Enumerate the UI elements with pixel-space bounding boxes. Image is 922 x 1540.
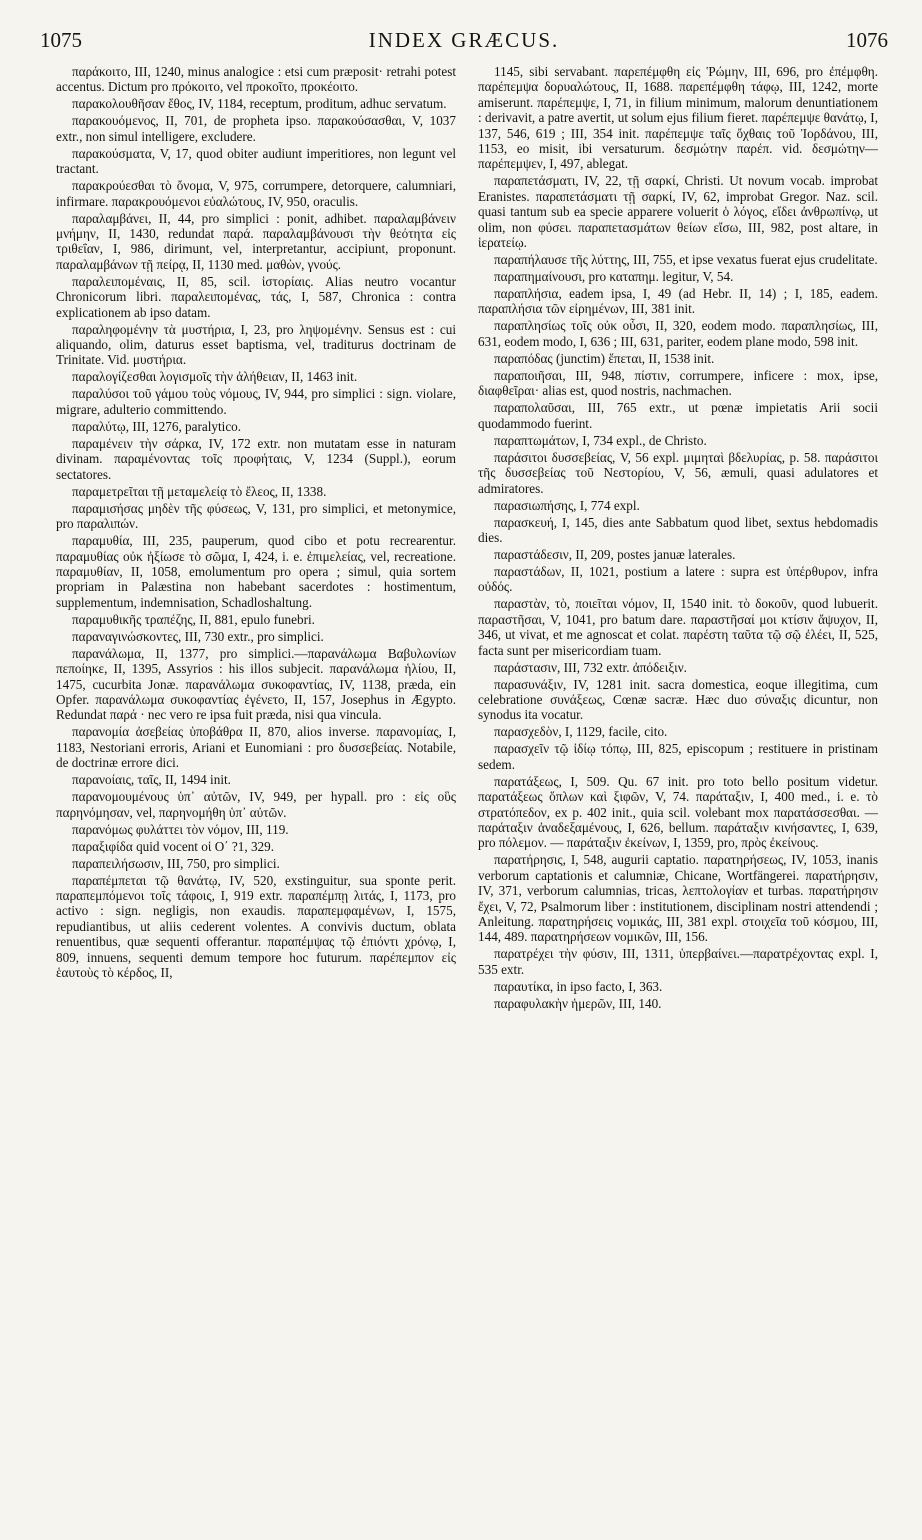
index-entry: παραμυθικῆς τραπέζης, II, 881, epulo funebri. [72,611,315,627]
index-entry: 1145, sibi servabant. παρεπέμφθη εἰς Ῥώμην, III, 696, pro ἐπέμφθη. παρέπεμψα δορυαλώτους, II, 1688. παρεπέμφθη τάφῳ, III, 1242, morte amiserunt. παρέπεμψε, I, 71, in filium minimum, malorum denuntiationem : derivavit, a patre avertit, ut solum ejus filium fieret. παρέπεμψε θανάτῳ, I, 137, 546, 619 ; III, 354 init. παρέπεμψε ταῖς ὄχθαις τοῦ Ἰορδάνου, III, 1153, eo misit, ibi versaturum. δεσμώτην παρέπ. vid. δεσμώτην—παρέπεμψεν, I, 497, ablegat. [478,64,878,172]
index-entry: παρασχεῖν τῷ ἰδίῳ τόπῳ, III, 825, episcopum ; restituere in pristinam sedem. [478,741,878,772]
index-entry: παραλύτῳ, III, 1276, paralytico. [72,418,242,434]
index-entry: παρανάλωμα, II, 1377, pro simplici.—παρανάλωμα Βαβυλωνίων πεποίηκε, II, 1395, Assyrios : his illos subjecit. παρανάλωμα ἡλίου, II, 1475, cucurbita Jonæ. παρανάλωμα συκοφαντίας, IV, 1138, præda, ein Opfer. παρανάλωμα συκοφαντίας ἐγένετο, II, 157, Josephus in Ægypto. Redundat παρά · nec vero re ipsa fuit præda, nisi qua vincula. [56,645,456,723]
index-entry: παρατήρησις, I, 548, augurii captatio. παρατηρήσεως, IV, 1053, inanis verborum captationis et calumniæ, Chicane, Wortfängerei. παρατήρησιν, IV, 371, verborum calumnias, tricas, λεπτολογίαν et turbas. παρατήρησιν ἔχει, V, 72, Psalmorum liber : institutionem, disciplinam nostri attendendi ; Anleitung. παρατηρήσεις νομικάς, III, 381 expl. στοιχεῖα τοῦ κόσμου, III, 144, 489. παρατηρήσεων νομικῶν, III, 156. [478,852,878,945]
index-entry: παραμυθία, III, 235, pauperum, quod cibo et potu recrearentur. παραμυθίας οὐκ ἠξίωσε τὸ σῶμα, I, 424, i. e. ἐπιμελείας, vel, recreatione. παραμυθίαν, II, 1058, emolumentum pro opera ; simul, quia sortem propriam in Palæstina non habebant sacerdotes : hostimentum, supplementum, indemnisation, Schadloshaltung. [56,533,456,610]
index-entry: παραξιφίδα quid vocent οἱ Ο΄ ?1, 329. [72,838,275,854]
index-entry: παρανομουμένους ὑπ᾽ αὐτῶν, IV, 949, per hypall. pro : εἰς οὓς παρηνόμησαν, vel, παρηνομήθη ὑπ᾽ αὐτῶν. [56,789,456,820]
index-entry: παραλειπομέναις, II, 85, scil. ἱστορίαις. Alias neutro vocantur Chronicorum libri. παραλειπομένας, τάς, I, 587, Chronica : contra explicationem ab ipso datam. [56,273,456,320]
index-entry: παρασχεδὸν, I, 1129, facile, cito. [494,724,668,740]
left-column [56,64,456,982]
running-title: INDEX GRÆCUS. [368,28,560,52]
index-entry: παραλαμβάνει, II, 44, pro simplici : ponit, adhibet. παραλαμβάνειν μνήμην, II, 1430, redundat παρά. παραλαμβάνουσι τὴν θεότητα εἰς τριθεΐαν, I, 986, dirimunt, vel, interpretantur, accipiunt, proponunt. παραλαμβάνων τῇ πείρᾳ, II, 1130 med. μαθὼν, γνούς. [56,210,456,272]
index-entry: παραστὰν, τὸ, ποιεῖται νόμον, II, 1540 init. τὸ δοκοῦν, quod lubuerit. παραστῆσαι, V, 1041, pro batum dare. παραστῆσαί μοι κτίσιν ἄψυχον, II, 346, ut vivat, et me agnoscat et colat. παρέστη ταῦτα τῷ σῷ ἐλέει, II, 525, facta sunt per misericordiam tuam. [478,596,878,658]
index-entry: παραλογίζεσθαι λογισμοῖς τὴν ἀλήθειαν, II, 1463 init. [72,369,358,385]
index-entry: παρακρούεσθαι τὸ ὄνομα, V, 975, corrumpere, detorquere, calumniari, infirmare. παρακρουόμενοι εὐαλώτους, IV, 950, oraculis. [56,178,456,209]
index-entry: παραναγινώσκοντες, III, 730 extr., pro simplici. [72,628,324,644]
index-entry: παραστάδων, II, 1021, postium a latere : supra est ὑπέρθυρον, infra οὐδός. [478,563,878,595]
index-entry: παρανοίαις, ταῖς, II, 1494 init. [72,772,231,788]
index-entry: παρατάξεως, I, 509. Qu. 67 init. pro toto bello positum videtur. παρατάξεως ὅπλων καὶ ξιφῶν, V, 74. παράταξιν, I, 400 med., i. e. τὸ στρατόπεδον, ex p. 402 init., quia scil. volebant mox παρατάσσεσθαι. — παράταξιν ἀναδεξαμένους, I, 626, bellum. παράταξιν κινήσαντες, I, 639, pro πόλεμον. — παράταξιν ἐκείνων, I, 1359, pro, πρὸς ἐκείνους. [478,773,878,851]
page-header [40,28,888,58]
index-entry: παρασιωπήσης, I, 774 expl. [494,497,640,513]
index-entry: παρασυνάξιν, IV, 1281 init. sacra domestica, eoque illegitima, cum celebratione συνάξεως, Cœnæ sacræ. Hæc duo σύναξις dicuntur, non synodus ita vocatur. [478,676,878,723]
page-number-right: 1076 [845,28,888,52]
index-entry: παραφυλακὴν ἡμερῶν, III, 140. [494,995,662,1011]
index-entry: παραστάδεσιν, II, 209, postes januæ laterales. [494,546,736,562]
index-entry: παραλύσοι τοῦ γάμου τοὺς νόμους, IV, 944, pro simplici : sign. violare, migrare, adulterio committendo. [56,386,456,417]
index-entry: παραπόδας (junctim) ἕπεται, II, 1538 init. [494,350,715,366]
index-entry: παρακουόμενος, II, 701, de propheta ipso. παρακούσασθαι, V, 1037 extr., non simul intelligere, excludere. [56,113,456,144]
index-entry: παρακολουθῆσαν ἔθος, IV, 1184, receptum, proditum, adhuc servatum. [72,96,447,112]
index-entry: παραπειλήσωσιν, III, 750, pro simplici. [72,855,280,871]
index-entry: παραμετρεῖται τῇ μεταμελείᾳ τὸ ἔλεος, II, 1338. [72,483,327,499]
index-entry: παραυτίκα, in ipso facto, I, 363. [494,978,663,994]
index-entry: παραπετάσματι, IV, 22, τῇ σαρκί, Christi. Ut novum vocab. improbat Eranistes. παραπετάσματι τῇ σαρκί, IV, 62, improbat Gregor. Naz. scil. quasi tantum sub ea specie apparere voluerit ὁ λόγος, εἴδει ἀνθρωπίνῳ, ut olim, non φύσει. παραπετασμάτων θείων εἴσω, III, 982, post altare, in ἱερατείῳ. [478,173,878,251]
index-entry: παράκοιτο, III, 1240, minus analogice : etsi cum præposit· retrahi potest accentus. Dictum pro πρόκοιτο, vel προκοῖτο, προκέοιτο. [56,64,456,95]
index-entry: παραπέμπεται τῷ θανάτῳ, IV, 520, exstinguitur, sua sponte perit. παραπεμπόμενοι τοῖς τάφοις, I, 919 extr. παραπέμπῃ λιτάς, I, 1173, pro activo : sign. negligis, non exaudis. παραπεμφαμένων, I, 1575, repudiantibus, ut aliis cederent volentes. A convivis ductum, oblata renuentibus, quæ sequenti offerantur. παραπέμψας τῷ ἐπιόντι χρόνῳ, I, 809, innuens, sequenti demum tempore hoc futurum. παρέπεμπον εἰς ἑαυτοὺς τὸ κέρδος, II, [56,872,456,980]
index-entry: παράστασιν, III, 732 extr. ἀπόδειξιν. [494,659,687,675]
index-entry: παραπολαῦσαι, III, 765 extr., ut pœnæ impietatis Arii socii quodammodo fuerint. [478,400,878,431]
index-entry: παρανόμως φυλάττει τὸν νόμον, III, 119. [72,821,289,837]
index-entry: παραληφομένην τὰ μυστήρια, I, 23, pro ληψομένην. Sensus est : cui aliquando, olim, daturus esset baptisma, vel, traditurus doctrinam de Trinitate. Vid. μυστήρια. [56,321,456,368]
index-entry: παραπλησίως τοῖς οὐκ οὖσι, II, 320, eodem modo. παραπλησίως, III, 631, eodem modo, I, 636 ; III, 631, pariter, eodem plane modo, 598 init. [478,318,878,349]
index-entry: παραπήλαυσε τῆς λύττης, III, 755, et ipse vexatus fuerat ejus crudelitate. [494,252,878,268]
index-entry: παρακούσματα, V, 17, quod obiter audiunt imperitiores, non legunt vel tractant. [56,145,456,177]
index-entry: παραμένειν τὴν σάρκα, IV, 172 extr. non mutatam esse in naturam divinam. παραμένοντας τοῖς προφήταις, V, 1234 (Suppl.), eorum sectatores. [56,435,456,482]
index-entry: παρατρέχει τὴν φύσιν, III, 1311, ὑπερβαίνει.—παρατρέχοντας expl. I, 535 extr. [478,946,878,977]
index-entry: παραπτωμάτων, I, 734 expl., de Christo. [494,432,707,448]
page-number-left: 1075 [40,28,82,52]
index-entry: παραπημαίνουσι, pro καταπημ. legitur, V, 54. [494,269,734,285]
right-column [478,64,878,1013]
index-entry: παράσιτοι δυσσεβείας, V, 56 expl. μιμηταὶ βδελυρίας, p. 58. παράσιτοι τῆς δυσσεβείας τοῦ Νεστορίου, V, 56, æmuli, quasi adulatores et admiratores. [478,449,878,496]
index-entry: παρασκευή, I, 145, dies ante Sabbatum quod libet, sextus hebdomadis dies. [478,514,878,545]
index-entry: παραποιῆσαι, III, 948, πίστιν, corrumpere, inficere : mox, ipse, διαφθεῖραι· alias est, quod nostris, nachmachen. [478,367,878,399]
index-entry: παραμισήσας μηδὲν τῆς φύσεως, V, 131, pro simplici, et metonymice, pro παραλιπών. [56,500,456,532]
index-entry: παρανομία ἀσεβείας ὑποβάθρα II, 870, alios inverse. παρανομίας, I, 1183, Nestoriani erroris, Ariani et Eunomiani : pro δυσσεβείας. Notabile, de doctrinæ errore dici. [56,724,456,771]
index-entry: παραπλήσια, eadem ipsa, I, 49 (ad Hebr. II, 14) ; I, 185, eadem. παραπλήσια τῶν εἰρημένων, III, 381 init. [478,286,878,317]
